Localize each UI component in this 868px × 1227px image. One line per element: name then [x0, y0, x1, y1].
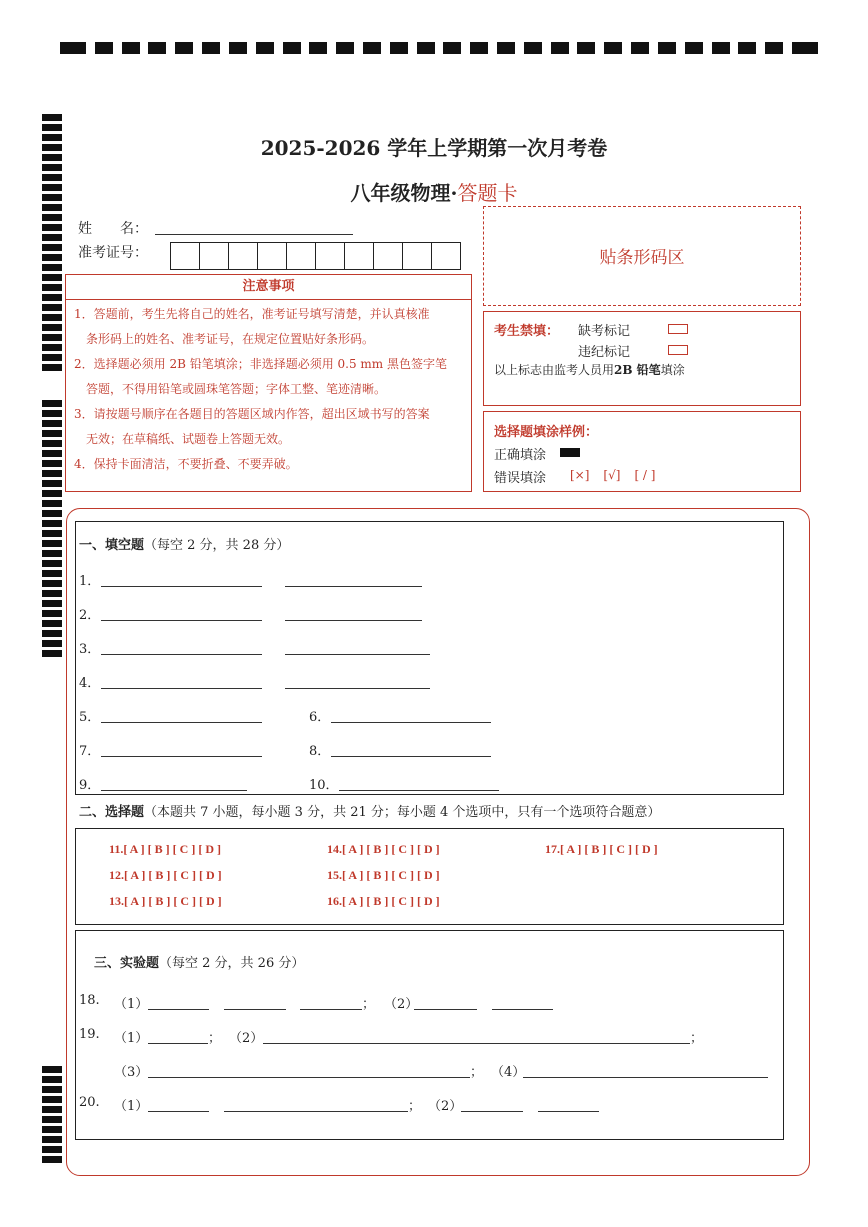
timing-mark: [604, 42, 622, 54]
violation-mark-box[interactable]: [668, 345, 688, 355]
exam-id-digit-box[interactable]: [228, 242, 258, 270]
notice-item: 4．保持卡面清洁，不要折叠、不要弄破。: [74, 457, 298, 471]
timing-mark: [42, 510, 62, 517]
timing-mark: [42, 244, 62, 251]
timing-mark: [42, 610, 62, 617]
section1-note: （每空 2 分，共 28 分）: [144, 538, 290, 553]
timing-mark: [42, 234, 62, 241]
sample-label: 选择题填涂样例：: [494, 425, 599, 440]
timing-mark: [122, 42, 140, 54]
forbidden-note-bold: 2B 铅笔: [614, 363, 661, 377]
absent-mark-label: 缺考标记: [578, 324, 631, 339]
timing-mark: [42, 620, 62, 627]
section2-note: （本题共 7 小题，每小题 3 分，共 21 分；每小题 4 个选项中，只有一个选项符合题意）: [144, 805, 661, 820]
answer-blank[interactable]: [331, 756, 491, 757]
choice-item[interactable]: 14.[ A ] [ B ] [ C ] [ D ]: [327, 842, 440, 856]
timing-mark: [42, 430, 62, 437]
notice-item: 条形码上的姓名、准考证号，在规定位置贴好条形码。: [74, 332, 375, 346]
choice-item[interactable]: 15.[ A ] [ B ] [ C ] [ D ]: [327, 868, 440, 882]
choice-item[interactable]: 16.[ A ] [ B ] [ C ] [ D ]: [327, 894, 440, 908]
exam-id-boxes[interactable]: [170, 242, 461, 270]
answer-blank[interactable]: [224, 1111, 408, 1112]
question-number: 6．: [309, 710, 331, 725]
forbidden-note: [494, 361, 685, 378]
timing-mark: [42, 630, 62, 637]
choice-item[interactable]: 17.[ A ] [ B ] [ C ] [ D ]: [545, 842, 658, 856]
timing-mark: [42, 1116, 62, 1123]
timing-mark: [631, 42, 649, 54]
timing-mark: [42, 500, 62, 507]
timing-mark: [42, 530, 62, 537]
answer-blank[interactable]: [224, 1009, 286, 1010]
fill-in-section: [75, 521, 784, 795]
timing-mark: [42, 460, 62, 467]
name-label: 姓 名：: [78, 221, 148, 237]
left-timing-marks-middle: [42, 400, 62, 660]
timing-mark: [42, 344, 62, 351]
correct-fill-sample: [560, 448, 580, 457]
barcode-area: [483, 206, 801, 306]
sample-box: [483, 411, 801, 492]
timing-mark: [42, 1076, 62, 1083]
timing-mark: [42, 580, 62, 587]
timing-mark: [42, 490, 62, 497]
timing-mark: [42, 480, 62, 487]
part-label: （2）: [229, 1031, 264, 1046]
timing-mark: [42, 450, 62, 457]
timing-mark: [658, 42, 676, 54]
timing-mark: [42, 1146, 62, 1153]
separator: ；: [362, 997, 376, 1012]
answer-blank[interactable]: [285, 586, 422, 587]
timing-mark: [470, 42, 488, 54]
question-number: 2．: [79, 608, 101, 623]
question-number: 20.: [79, 1095, 100, 1110]
separator: ；: [408, 1099, 422, 1114]
answer-blank[interactable]: [101, 688, 262, 689]
notice-heading: 注意事项: [66, 275, 471, 300]
exam-id-label: 准考证号：: [78, 245, 148, 261]
forbidden-label: 考生禁填：: [494, 324, 560, 339]
exam-id-digit-box[interactable]: [257, 242, 287, 270]
section1-title: 一、填空题: [79, 538, 145, 553]
timing-mark: [309, 42, 327, 54]
timing-mark: [148, 42, 166, 54]
timing-mark: [765, 42, 783, 54]
part-label: （3）: [114, 1065, 149, 1080]
notice-item: 3．请按题号顺序在各题目的答题区域内作答，超出区域书写的答案: [74, 407, 430, 421]
timing-mark: [42, 124, 62, 131]
exam-id-digit-box[interactable]: [170, 242, 200, 270]
answer-blank[interactable]: [339, 790, 499, 791]
timing-mark: [42, 1136, 62, 1143]
timing-mark: [42, 224, 62, 231]
violation-mark-label: 违纪标记: [578, 345, 631, 360]
timing-mark: [42, 640, 62, 647]
answer-blank[interactable]: [101, 586, 262, 587]
timing-mark: [42, 364, 62, 371]
answer-blank[interactable]: [331, 722, 491, 723]
timing-mark: [42, 520, 62, 527]
question-number: 8．: [309, 744, 331, 759]
answer-blank[interactable]: [285, 654, 430, 655]
notice-item: 1．答题前，考生先将自己的姓名，准考证号填写清楚，并认真核准: [74, 307, 430, 321]
question-number: 1．: [79, 574, 101, 589]
timing-mark: [42, 294, 62, 301]
absent-mark-box[interactable]: [668, 324, 688, 334]
timing-mark: [738, 42, 756, 54]
timing-mark: [42, 400, 62, 407]
section1-heading: [79, 534, 289, 553]
wrong-mark: [√]: [603, 468, 621, 482]
notice-item: 2．选择题必须用 2B 铅笔填涂；非选择题必须用 0.5 mm 黑色签字笔: [74, 357, 448, 371]
timing-mark: [712, 42, 730, 54]
exam-id-digit-box[interactable]: [373, 242, 403, 270]
timing-mark: [95, 42, 113, 54]
wrong-mark: [×]: [570, 468, 590, 482]
timing-mark: [42, 114, 62, 121]
part-label: （2）: [428, 1099, 463, 1114]
part-label: （2）: [384, 997, 419, 1012]
timing-mark: [42, 470, 62, 477]
timing-mark: [42, 590, 62, 597]
timing-mark: [42, 540, 62, 547]
timing-mark: [577, 42, 595, 54]
question-number: 18.: [79, 993, 100, 1008]
timing-mark: [42, 1156, 62, 1163]
answer-blank[interactable]: [101, 756, 262, 757]
choice-item[interactable]: 11.[ A ] [ B ] [ C ] [ D ]: [109, 842, 221, 856]
timing-mark: [497, 42, 515, 54]
timing-mark: [256, 42, 274, 54]
timing-mark: [42, 314, 62, 321]
exam-id-digit-box[interactable]: [402, 242, 432, 270]
timing-mark: [42, 560, 62, 567]
answer-blank[interactable]: [285, 620, 422, 621]
timing-mark: [283, 42, 301, 54]
timing-mark: [42, 410, 62, 417]
timing-mark: [42, 1106, 62, 1113]
timing-mark: [42, 570, 62, 577]
timing-mark: [551, 42, 569, 54]
exam-subtitle: [0, 177, 868, 206]
timing-mark: [42, 1086, 62, 1093]
subtitle-subject: 八年级物理·: [350, 181, 458, 205]
answer-blank[interactable]: [523, 1077, 768, 1078]
correct-fill-label: 正确填涂: [494, 448, 547, 463]
answer-blank[interactable]: [101, 722, 262, 723]
timing-mark: [42, 254, 62, 261]
timing-mark: [443, 42, 461, 54]
timing-mark: [42, 354, 62, 361]
exam-title: 2025-2026 学年上学期第一次月考卷: [260, 136, 608, 160]
notice-item: 答题，不得用铅笔或圆珠笔答题；字体工整、笔迹清晰。: [74, 382, 387, 396]
top-timing-marks: [60, 42, 818, 56]
timing-mark: [202, 42, 220, 54]
answer-blank[interactable]: [148, 1009, 209, 1010]
section3-title: 三、实验题: [94, 956, 160, 971]
question-number: 5．: [79, 710, 101, 725]
answer-blank[interactable]: [538, 1111, 599, 1112]
timing-mark: [42, 324, 62, 331]
timing-mark: [42, 284, 62, 291]
timing-mark: [175, 42, 193, 54]
timing-mark: [42, 164, 62, 171]
answer-blank[interactable]: [492, 1009, 553, 1010]
answer-blank[interactable]: [148, 1077, 470, 1078]
barcode-label: 贴条形码区: [599, 248, 685, 268]
left-timing-marks-lower: [42, 1066, 62, 1166]
part-label: （4）: [491, 1065, 526, 1080]
forbidden-box: [483, 311, 801, 406]
exam-id-digit-box[interactable]: [286, 242, 316, 270]
notice-box: [65, 274, 472, 492]
separator: ；: [470, 1065, 484, 1080]
timing-mark: [363, 42, 381, 54]
exam-id-digit-box[interactable]: [199, 242, 229, 270]
timing-mark: [42, 264, 62, 271]
question-number: 3．: [79, 642, 101, 657]
choice-item[interactable]: 13.[ A ] [ B ] [ C ] [ D ]: [109, 894, 222, 908]
answer-blank[interactable]: [148, 1111, 209, 1112]
separator: ；: [690, 1031, 704, 1046]
timing-mark: [42, 420, 62, 427]
timing-mark: [417, 42, 435, 54]
answer-blank[interactable]: [148, 1043, 208, 1044]
timing-mark: [42, 600, 62, 607]
section2-title: 二、选择题: [79, 805, 145, 820]
timing-mark: [42, 440, 62, 447]
timing-mark: [685, 42, 703, 54]
name-field[interactable]: [155, 234, 353, 235]
timing-mark: [390, 42, 408, 54]
answer-blank[interactable]: [285, 688, 430, 689]
timing-mark: [42, 214, 62, 221]
wrong-mark: [ / ]: [634, 468, 656, 482]
exam-id-digit-box[interactable]: [315, 242, 345, 270]
timing-mark: [336, 42, 354, 54]
notice-list: [66, 300, 471, 477]
choice-item[interactable]: 12.[ A ] [ B ] [ C ] [ D ]: [109, 868, 222, 882]
wrong-fill-label: 错误填涂: [494, 471, 547, 486]
section3-note: （每空 2 分，共 26 分）: [159, 956, 305, 971]
section3-heading: [94, 952, 304, 971]
forbidden-note-pre: 以上标志由监考人员用: [494, 363, 615, 377]
answer-blank[interactable]: [414, 1009, 477, 1010]
question-number: 4．: [79, 676, 101, 691]
timing-mark: [524, 42, 542, 54]
timing-mark: [42, 304, 62, 311]
question-number: 9．: [79, 778, 101, 793]
answer-blank[interactable]: [101, 790, 247, 791]
question-number: 19.: [79, 1027, 100, 1042]
answer-blank[interactable]: [101, 620, 262, 621]
wrong-fill-samples: [570, 468, 655, 482]
notice-item: 无效；在草稿纸、试题卷上答题无效。: [74, 432, 291, 446]
timing-mark: [42, 1096, 62, 1103]
timing-mark: [42, 1126, 62, 1133]
timing-mark: [42, 274, 62, 281]
answer-blank[interactable]: [300, 1009, 362, 1010]
part-label: （1）: [114, 1099, 149, 1114]
exam-id-digit-box[interactable]: [431, 242, 461, 270]
subtitle-card: 答题卡: [457, 181, 518, 205]
question-number: 10．: [309, 778, 339, 793]
section2-heading: [79, 801, 660, 820]
exam-id-digit-box[interactable]: [344, 242, 374, 270]
timing-mark: [42, 1066, 62, 1073]
answer-blank[interactable]: [263, 1043, 690, 1044]
timing-mark: [42, 334, 62, 341]
timing-mark: [792, 42, 818, 54]
answer-blank[interactable]: [101, 654, 262, 655]
question-number: 7．: [79, 744, 101, 759]
separator: ；: [208, 1031, 222, 1046]
timing-mark: [229, 42, 247, 54]
timing-mark: [42, 550, 62, 557]
part-label: （1）: [114, 1031, 149, 1046]
answer-blank[interactable]: [461, 1111, 523, 1112]
forbidden-note-post: 填涂: [660, 363, 685, 377]
timing-mark: [42, 650, 62, 657]
part-label: （1）: [114, 997, 149, 1012]
timing-mark: [60, 42, 86, 54]
